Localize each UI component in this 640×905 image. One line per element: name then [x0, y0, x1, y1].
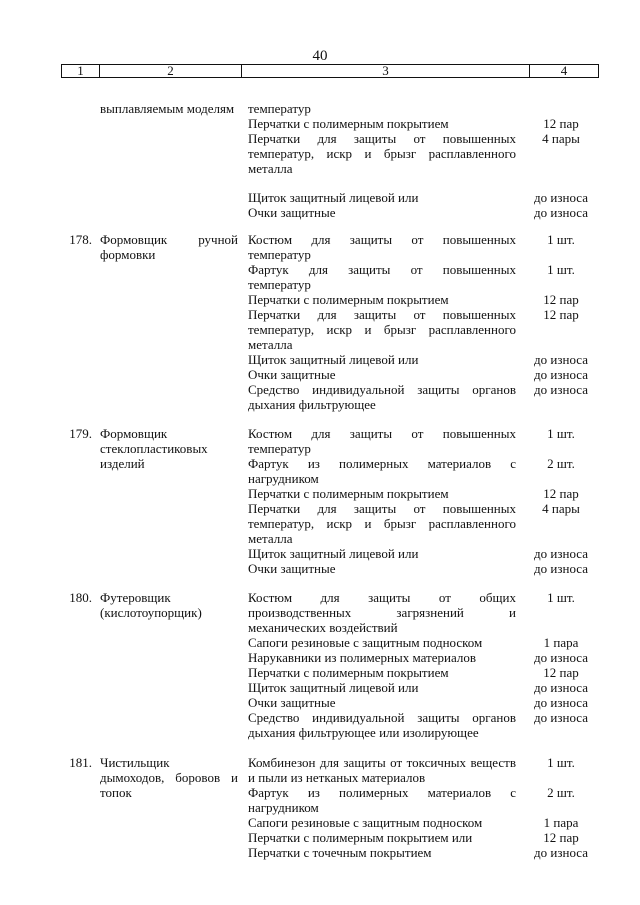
ppe-item-text: Щиток защитный лицевой или	[248, 352, 419, 367]
ppe-item-text	[248, 785, 516, 800]
ppe-item-text: температур	[248, 277, 311, 292]
header-col-2: 2	[100, 65, 242, 77]
ppe-item-text	[248, 262, 516, 277]
word: и	[509, 605, 516, 620]
word: Костюм	[248, 590, 293, 605]
word: для	[320, 590, 340, 605]
profession-name: Чистильщик	[100, 755, 170, 770]
word: брызг	[383, 516, 417, 531]
word: загрязнений	[396, 605, 464, 620]
word: защиты	[353, 307, 397, 322]
word: для	[311, 426, 331, 441]
continuation-item-qty: до износа	[534, 190, 588, 205]
entry-number: 180.	[69, 590, 92, 605]
ppe-item-text: Сапоги резиновые с защитным подноском	[248, 815, 483, 830]
ppe-item-qty: 1 шт.	[547, 755, 575, 770]
ppe-item-qty: 1 шт.	[547, 590, 575, 605]
word: полимерных	[339, 785, 409, 800]
entry-number: 181.	[69, 755, 92, 770]
ppe-item-text: Перчатки с полимерным покрытием	[248, 665, 449, 680]
word: защиты	[349, 232, 393, 247]
ppe-item-text	[248, 382, 516, 397]
word: брызг	[383, 146, 417, 161]
ppe-item-text: температур	[248, 247, 311, 262]
continuation-item-text: металла	[248, 161, 293, 176]
continuation-item-text: температур	[248, 101, 311, 116]
ppe-item-text	[248, 426, 516, 441]
word: производственных	[248, 605, 352, 620]
word: расплавленного	[428, 516, 516, 531]
word: от	[390, 755, 403, 770]
word: Фартук	[248, 456, 289, 471]
word: веществ	[470, 755, 516, 770]
word: повышенных	[442, 307, 516, 322]
word: из	[307, 456, 320, 471]
word: повышенных	[442, 262, 516, 277]
word: от	[411, 426, 424, 441]
ppe-item-qty: до износа	[534, 710, 588, 725]
continuation-item-qty: 4 пары	[542, 131, 580, 146]
word: Фартук	[248, 785, 289, 800]
word: защиты	[417, 710, 460, 725]
ppe-item-text	[248, 755, 516, 770]
continuation-item-qty: 12 пар	[543, 116, 579, 131]
ppe-item-text: Сапоги резиновые с защитным подноском	[248, 635, 483, 650]
word: искр	[326, 516, 353, 531]
word: с	[510, 456, 516, 471]
word: повышенных	[442, 426, 516, 441]
ppe-item-qty: 4 пары	[542, 501, 580, 516]
word: защиты	[343, 755, 386, 770]
word: органов	[472, 382, 516, 397]
ppe-item-text: механических воздействий	[248, 620, 398, 635]
word: Средство	[248, 382, 300, 397]
word: Формовщик	[100, 232, 168, 247]
ppe-item-qty: 2 шт.	[547, 456, 575, 471]
page-number: 40	[312, 48, 328, 64]
ppe-item-qty: 12 пар	[543, 486, 579, 501]
ppe-item-text: Перчатки с полимерным покрытием	[248, 292, 449, 307]
ppe-item-qty: до износа	[534, 845, 588, 860]
continuation-item-text	[248, 146, 516, 161]
word: Комбинезон	[248, 755, 316, 770]
ppe-item-text: и пыли из нетканых материалов	[248, 770, 426, 785]
word: органов	[472, 710, 516, 725]
word: от	[438, 590, 451, 605]
header-col-1: 1	[62, 65, 100, 77]
word: брызг	[383, 322, 417, 337]
ppe-item-text	[248, 501, 516, 516]
word: от	[413, 501, 426, 516]
word: для	[317, 131, 337, 146]
profession-name: топок	[100, 785, 132, 800]
word: для	[317, 307, 337, 322]
ppe-item-text	[248, 232, 516, 247]
ppe-item-text: нагрудником	[248, 471, 319, 486]
profession-name	[100, 770, 238, 785]
ppe-item-text: Очки защитные	[248, 367, 336, 382]
profession-name: Футеровщик	[100, 590, 171, 605]
entry-number: 178.	[69, 232, 92, 247]
word: Костюм	[248, 232, 293, 247]
word: Перчатки	[248, 501, 301, 516]
word: Перчатки	[248, 131, 301, 146]
word: защиты	[368, 590, 411, 605]
word: температур,	[248, 516, 315, 531]
ppe-item-qty: 12 пар	[543, 292, 579, 307]
ppe-item-qty: 12 пар	[543, 665, 579, 680]
profession-name: Формовщик	[100, 426, 168, 441]
word: индивидуальной	[312, 382, 405, 397]
word: и	[364, 322, 372, 337]
word: и	[231, 770, 238, 785]
continuation-item-text: Щиток защитный лицевой или	[248, 190, 419, 205]
continued-profession-name: выплавляемым моделям	[100, 101, 235, 116]
ppe-item-text: дыхания фильтрующее или изолирующее	[248, 725, 479, 740]
word: Перчатки	[248, 307, 301, 322]
word: защиты	[349, 426, 393, 441]
entry-number: 179.	[69, 426, 92, 441]
ppe-item-qty: до износа	[534, 561, 588, 576]
word: расплавленного	[428, 322, 516, 337]
word: искр	[326, 322, 353, 337]
ppe-item-text	[248, 516, 516, 531]
ppe-item-text: Щиток защитный лицевой или	[248, 680, 419, 695]
word: для	[317, 501, 337, 516]
ppe-item-qty: до износа	[534, 650, 588, 665]
ppe-item-text: Очки защитные	[248, 695, 336, 710]
word: из	[307, 785, 320, 800]
ppe-item-text	[248, 590, 516, 605]
continuation-item-qty: до износа	[534, 205, 588, 220]
word: для	[319, 755, 339, 770]
word: Средство	[248, 710, 300, 725]
ppe-item-text: Щиток защитный лицевой или	[248, 546, 419, 561]
ppe-item-text: Нарукавники из полимерных материалов	[248, 650, 476, 665]
ppe-item-text: температур	[248, 441, 311, 456]
word: температур,	[248, 146, 315, 161]
word: боровов	[175, 770, 221, 785]
word: материалов	[427, 456, 492, 471]
word: ручной	[198, 232, 238, 247]
word: повышенных	[442, 501, 516, 516]
word: от	[411, 232, 424, 247]
word: защиты	[353, 501, 397, 516]
word: дымоходов,	[100, 770, 165, 785]
word: защиты	[417, 382, 460, 397]
word: с	[510, 785, 516, 800]
profession-name	[100, 232, 238, 247]
ppe-item-text	[248, 322, 516, 337]
ppe-item-text: дыхания фильтрующее	[248, 397, 376, 412]
word: от	[413, 131, 426, 146]
word: расплавленного	[428, 146, 516, 161]
word: материалов	[427, 785, 492, 800]
ppe-item-text	[248, 605, 516, 620]
table-header	[61, 64, 599, 78]
word: повышенных	[442, 131, 516, 146]
header-col-3: 3	[242, 65, 530, 77]
word: от	[410, 262, 423, 277]
header-col-4: 4	[560, 63, 568, 78]
ppe-item-qty: до износа	[534, 367, 588, 382]
ppe-item-qty: 1 пара	[543, 815, 579, 830]
ppe-item-qty: 12 пар	[543, 830, 579, 845]
word: температур,	[248, 322, 315, 337]
ppe-item-qty: 2 шт.	[547, 785, 575, 800]
profession-name: стеклопластиковых	[100, 441, 208, 456]
ppe-item-text: Перчатки с точечным покрытием	[248, 845, 432, 860]
ppe-item-text	[248, 456, 516, 471]
ppe-item-qty: 1 шт.	[547, 262, 575, 277]
ppe-item-text: Очки защитные	[248, 561, 336, 576]
ppe-item-qty: до износа	[534, 695, 588, 710]
word: для	[311, 232, 331, 247]
word: индивидуальной	[312, 710, 405, 725]
word: Костюм	[248, 426, 293, 441]
ppe-item-text: Перчатки с полимерным покрытием или	[248, 830, 473, 845]
continuation-item-text: Перчатки с полимерным покрытием	[248, 116, 449, 131]
profession-name: (кислотоупорщик)	[100, 605, 202, 620]
ppe-item-text: Перчатки с полимерным покрытием	[248, 486, 449, 501]
ppe-item-text: металла	[248, 337, 293, 352]
profession-name: формовки	[100, 247, 156, 262]
word: общих	[479, 590, 516, 605]
word: повышенных	[442, 232, 516, 247]
word: Фартук	[248, 262, 289, 277]
profession-name: изделий	[100, 456, 145, 471]
ppe-item-qty: до износа	[534, 546, 588, 561]
word: искр	[326, 146, 353, 161]
word: и	[364, 146, 372, 161]
continuation-item-text	[248, 131, 516, 146]
ppe-item-qty: до износа	[534, 352, 588, 367]
ppe-item-text	[248, 710, 516, 725]
continuation-item-text: Очки защитные	[248, 205, 336, 220]
ppe-item-qty: 1 пара	[543, 635, 579, 650]
word: полимерных	[339, 456, 409, 471]
ppe-item-qty: до износа	[534, 680, 588, 695]
word: защиты	[348, 262, 391, 277]
ppe-item-qty: 1 шт.	[547, 426, 575, 441]
ppe-item-qty: 1 шт.	[547, 232, 575, 247]
ppe-item-text: нагрудником	[248, 800, 319, 815]
ppe-item-text	[248, 307, 516, 322]
word: для	[308, 262, 328, 277]
ppe-item-text: металла	[248, 531, 293, 546]
word: защиты	[353, 131, 397, 146]
word: токсичных	[406, 755, 467, 770]
ppe-item-qty: до износа	[534, 382, 588, 397]
word: от	[413, 307, 426, 322]
ppe-item-qty: 12 пар	[543, 307, 579, 322]
word: и	[364, 516, 372, 531]
